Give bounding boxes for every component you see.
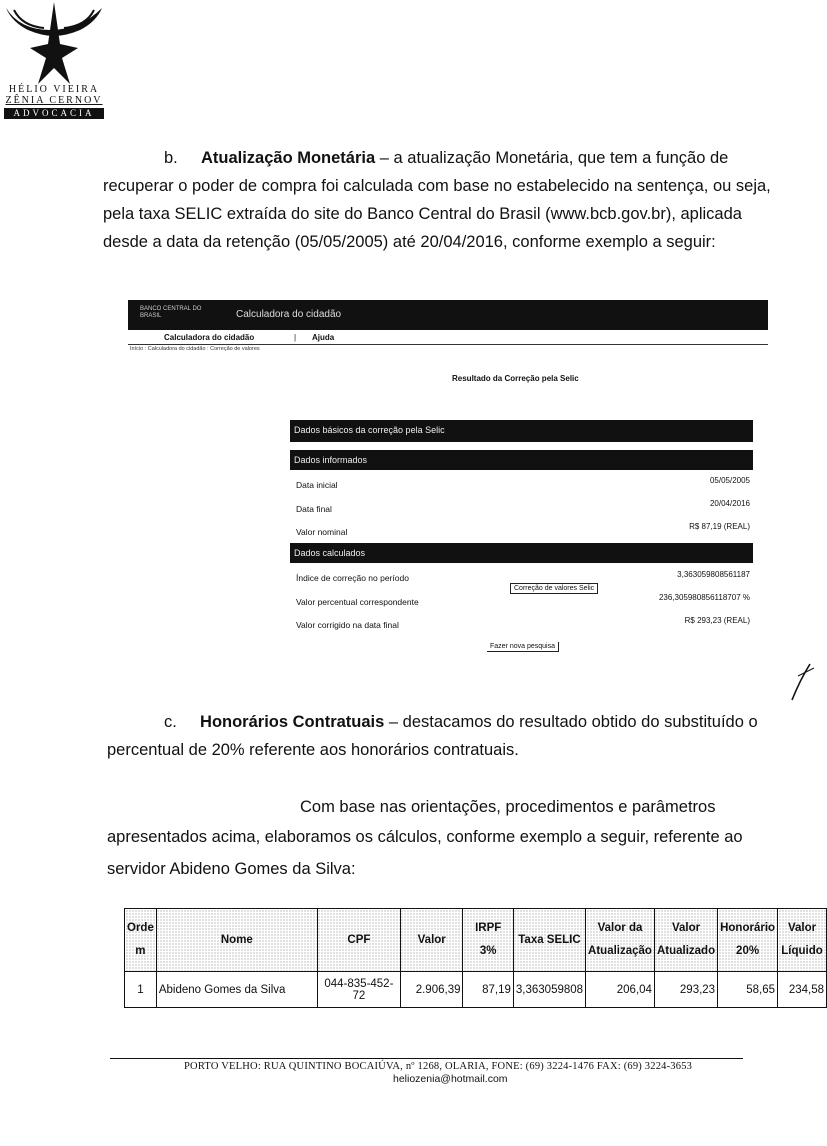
footer-email[interactable]: heliozenia@hotmail.com bbox=[393, 1073, 508, 1085]
section-b-line-2: recuperar o poder de compra foi calculada com base no estabelecido na sentença, ou seja, bbox=[103, 177, 771, 195]
col-valor-atualizado: Valor Atualizado bbox=[654, 909, 717, 972]
paragraph-line-2: apresentados acima, elaboramos os cálculos, conforme exemplo a seguir, referente ao bbox=[107, 828, 743, 846]
data-inicial-label: Data inicial bbox=[296, 480, 338, 490]
footer-rule bbox=[110, 1058, 743, 1059]
cell-nome: Abideno Gomes da Silva bbox=[156, 972, 317, 1008]
col-valor-liquido: Valor Líquido bbox=[778, 909, 827, 972]
col-irpf: IRPF 3% bbox=[463, 909, 513, 972]
nav-ajuda[interactable]: Ajuda bbox=[312, 333, 335, 342]
section-c-text-1: – destacamos do resultado obtido do substituído o bbox=[384, 713, 758, 731]
nav-calculadora[interactable]: Calculadora do cidadão bbox=[164, 333, 255, 342]
col-ordem: Orde m bbox=[125, 909, 157, 972]
bcb-header-bar bbox=[128, 300, 768, 330]
star-horns-emblem-icon bbox=[0, 0, 108, 86]
data-final-value: 20/04/2016 bbox=[709, 499, 750, 508]
valor-nominal-label: Valor nominal bbox=[296, 527, 348, 537]
nova-pesquisa-button[interactable]: Fazer nova pesquisa bbox=[487, 642, 559, 652]
cell-valor-liquido: 234,58 bbox=[778, 972, 827, 1008]
footer-address: PORTO VELHO: RUA QUINTINO BOCAIÚVA, nº 1268, OLARIA, FONE: (69) 3224-1476 FAX: (69) 3224-3653 bbox=[184, 1061, 693, 1072]
percentual-value: 236,305980856118707 % bbox=[658, 593, 750, 602]
firm-logo bbox=[0, 0, 108, 124]
table-header-row bbox=[125, 909, 827, 972]
section-c-line-2: percentual de 20% referente aos honorários contratuais. bbox=[107, 741, 519, 759]
calculation-table bbox=[124, 908, 827, 1008]
col-cpf: CPF bbox=[317, 909, 400, 972]
breadcrumb: Início : Calculadora do cidadão : Correção de valores bbox=[130, 346, 260, 352]
cell-taxa-selic: 3,363059808 bbox=[513, 972, 585, 1008]
band-informed-label: Dados informados bbox=[294, 455, 368, 465]
cell-valor-atualizacao: 206,04 bbox=[586, 972, 655, 1008]
band-calculated bbox=[290, 543, 753, 563]
bcb-logo: BANCO CENTRAL DO BRASIL bbox=[140, 306, 202, 319]
bcb-app-title: Calculadora do cidadão bbox=[236, 309, 342, 320]
section-c-line-1 bbox=[164, 708, 796, 736]
logo-tagline: ADVOCACIA bbox=[4, 108, 104, 119]
cell-ordem: 1 bbox=[125, 972, 157, 1008]
cell-valor-atualizado: 293,23 bbox=[654, 972, 717, 1008]
col-nome: Nome bbox=[156, 909, 317, 972]
table-row bbox=[125, 972, 827, 1008]
section-c-letter: c. bbox=[164, 713, 177, 731]
cell-honorario: 58,65 bbox=[718, 972, 778, 1008]
logo-name-2: ZÊNIA CERNOV bbox=[5, 95, 103, 106]
correcao-selic-button[interactable]: Correção de valores Selic bbox=[510, 583, 598, 594]
section-b-line-1 bbox=[164, 144, 788, 172]
paragraph-line-1: Com base nas orientações, procedimentos e parâmetros bbox=[300, 798, 716, 816]
bcb-calculator-screenshot bbox=[118, 300, 768, 660]
valor-nominal-value: R$ 87,19 (REAL) bbox=[689, 522, 750, 531]
corrigido-label: Valor corrigido na data final bbox=[296, 620, 399, 630]
col-valor-atualizacao: Valor da Atualização bbox=[586, 909, 655, 972]
nav-divider: | bbox=[294, 333, 297, 342]
result-title: Resultado da Correção pela Selic bbox=[452, 374, 579, 383]
section-c-heading: Honorários Contratuais bbox=[200, 713, 385, 731]
section-b-text-1: – a atualização Monetária, que tem a função de bbox=[375, 149, 729, 167]
band-basic bbox=[290, 420, 753, 442]
col-valor: Valor bbox=[400, 909, 463, 972]
section-b-heading: Atualização Monetária bbox=[200, 149, 376, 167]
bcb-nav bbox=[128, 332, 768, 345]
data-final-label: Data final bbox=[296, 504, 332, 514]
logo-name-1: HÉLIO VIEIRA bbox=[8, 84, 100, 95]
paragraph-line-3: servidor Abideno Gomes da Silva: bbox=[107, 860, 356, 878]
section-b-letter: b. bbox=[164, 149, 178, 167]
indice-value: 3,363059808561187 bbox=[677, 570, 750, 579]
cell-cpf: 044-835-452-72 bbox=[317, 972, 400, 1008]
col-taxa-selic: Taxa SELIC bbox=[513, 909, 585, 972]
cell-irpf: 87,19 bbox=[463, 972, 513, 1008]
section-b-line-4: desde a data da retenção (05/05/2005) até 20/04/2016, conforme exemplo a seguir: bbox=[103, 233, 716, 251]
band-calculated-label: Dados calculados bbox=[294, 548, 366, 558]
data-inicial-value: 05/05/2005 bbox=[709, 476, 750, 485]
col-honorario: Honorário 20% bbox=[718, 909, 778, 972]
pen-mark-icon bbox=[786, 662, 816, 704]
indice-label: Índice de correção no período bbox=[296, 573, 409, 583]
cell-valor: 2.906,39 bbox=[400, 972, 463, 1008]
section-b-line-3: pela taxa SELIC extraída do site do Banco Central do Brasil (www.bcb.gov.br), aplicada bbox=[103, 205, 742, 223]
percentual-label: Valor percentual correspondente bbox=[296, 597, 419, 607]
band-informed bbox=[290, 450, 753, 470]
corrigido-value: R$ 293,23 (REAL) bbox=[684, 616, 750, 625]
band-basic-label: Dados básicos da correção pela Selic bbox=[294, 425, 445, 435]
